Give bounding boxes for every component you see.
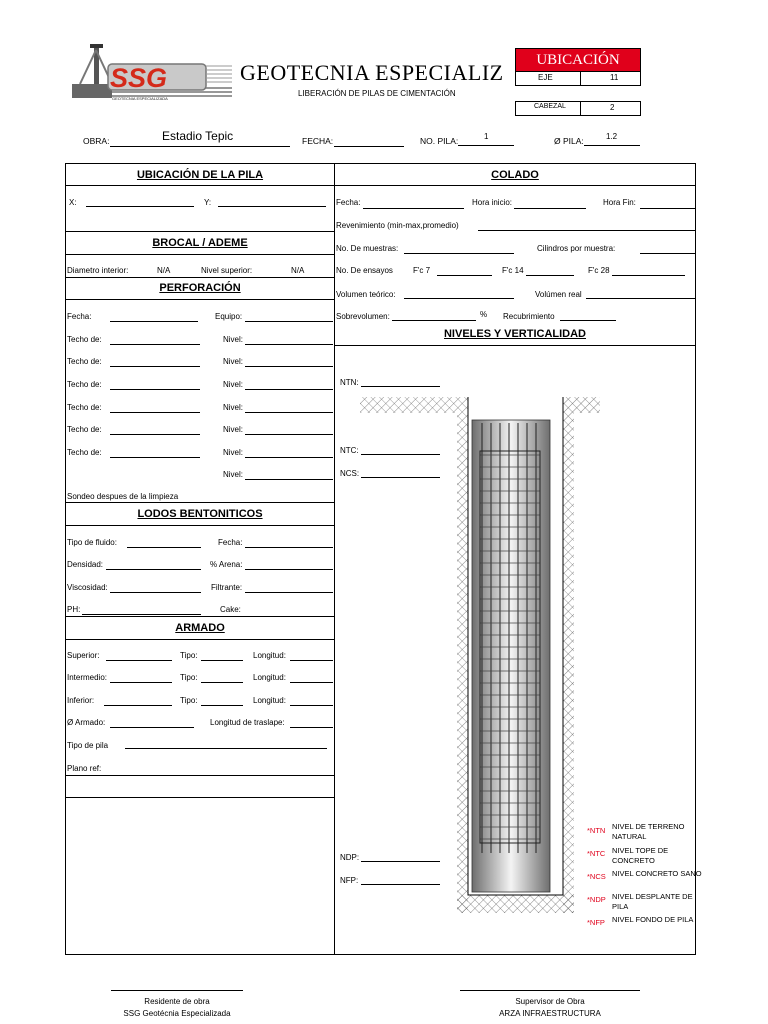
- techo-field[interactable]: [110, 389, 200, 390]
- vol-real-field[interactable]: [586, 298, 695, 299]
- nivel-field[interactable]: [245, 434, 333, 435]
- tipo-pila-label: Tipo de pila: [67, 741, 109, 750]
- superior-field[interactable]: [106, 660, 172, 661]
- lodos-title: LODOS BENTONITICOS: [137, 508, 263, 520]
- nivel-field[interactable]: [245, 389, 333, 390]
- densidad-field[interactable]: [106, 569, 201, 570]
- nivel-field[interactable]: [245, 366, 333, 367]
- plano-ref-label: Plano ref:: [67, 764, 102, 773]
- legend-text-nfp: NIVEL FONDO DE PILA: [612, 915, 694, 924]
- eje-value: 11: [610, 73, 619, 82]
- lodos-fecha-label: Fecha:: [218, 538, 243, 547]
- sobrevolumen-label: Sobrevolumen:: [336, 312, 390, 321]
- intermedio-tipo-label: Tipo:: [180, 673, 198, 682]
- techo-field[interactable]: [110, 366, 200, 367]
- intermedio-label: Intermedio:: [67, 673, 108, 682]
- techo-field[interactable]: [110, 412, 200, 413]
- legend-code-ntn: *NTN: [587, 826, 606, 835]
- signature-line-right[interactable]: [460, 990, 640, 991]
- signature-line-left[interactable]: [111, 990, 243, 991]
- obra-label: OBRA:: [83, 136, 110, 146]
- hora-fin-label: Hora Fin:: [603, 198, 636, 207]
- equipo-label: Equipo:: [215, 312, 243, 321]
- ndp-label: NDP:: [340, 853, 360, 862]
- colado-fecha-label: Fecha:: [336, 198, 361, 207]
- diametro-value: N/A: [157, 266, 171, 275]
- fc28-field[interactable]: [612, 275, 685, 276]
- vol-teorico-label: Volumen teórico:: [336, 290, 396, 299]
- logo-subtext: GEOTECNIA ESPECIALIZADA: [112, 96, 168, 101]
- perforacion-fecha-field[interactable]: [110, 321, 198, 322]
- x-label: X:: [69, 198, 77, 207]
- recubrimiento-label: Recubrimiento: [503, 312, 555, 321]
- diametro-label: Diametro interior:: [67, 266, 129, 275]
- arena-label: % Arena:: [210, 560, 243, 569]
- inferior-field[interactable]: [104, 705, 172, 706]
- equipo-field[interactable]: [245, 321, 333, 322]
- cake-label: Cake:: [220, 605, 241, 614]
- ubicacion-title: UBICACIÓN: [515, 48, 641, 72]
- nivel-superior-label: Nivel superior:: [201, 266, 253, 275]
- fecha-field[interactable]: [334, 146, 404, 147]
- intermedio-longitud-field[interactable]: [290, 682, 333, 683]
- document-subtitle: LIBERACIÓN DE PILAS DE CIMENTACIÓN: [298, 89, 456, 98]
- y-label: Y:: [204, 198, 212, 207]
- techo-field[interactable]: [110, 434, 200, 435]
- hora-fin-field[interactable]: [640, 208, 695, 209]
- viscosidad-field[interactable]: [110, 592, 201, 593]
- percent-sign: %: [480, 310, 488, 319]
- armado-title: ARMADO: [175, 622, 225, 634]
- ensayos-label: No. De ensayos: [336, 266, 393, 275]
- legend-text-ntc: NIVEL TOPE DE CONCRETO: [612, 846, 669, 865]
- legend-text-ncs: NIVEL CONCRETO SANO: [612, 869, 702, 878]
- diam-armado-label: Ø Armado:: [67, 718, 106, 727]
- fc14-field[interactable]: [526, 275, 574, 276]
- cabezal-box: [515, 101, 641, 116]
- hora-inicio-field[interactable]: [514, 208, 586, 209]
- nfp-label: NFP:: [340, 876, 359, 885]
- perforacion-title: PERFORACIÓN: [159, 282, 241, 294]
- vol-teorico-field[interactable]: [404, 298, 514, 299]
- viscosidad-label: Viscosidad:: [67, 583, 108, 592]
- colado-title: COLADO: [491, 169, 539, 181]
- revenimiento-field[interactable]: [478, 230, 695, 231]
- cilindros-field[interactable]: [640, 253, 695, 254]
- company-logo: [72, 44, 232, 102]
- legend-code-ntc: *NTC: [587, 849, 606, 858]
- recubrimiento-field[interactable]: [560, 320, 616, 321]
- perforacion-fecha-label: Fecha:: [67, 312, 92, 321]
- brocal-title: BROCAL / ADEME: [152, 237, 248, 249]
- colado-fecha-field[interactable]: [363, 208, 464, 209]
- niveles-title: NIVELES Y VERTICALIDAD: [443, 328, 586, 340]
- ph-label: PH:: [67, 605, 81, 614]
- inferior-tipo-field[interactable]: [201, 705, 243, 706]
- diam-pila-field[interactable]: [584, 131, 640, 146]
- lodos-fecha-field[interactable]: [245, 547, 333, 548]
- tipo-fluido-label: Tipo de fluido:: [67, 538, 117, 547]
- x-field[interactable]: [86, 206, 194, 207]
- nivel-field[interactable]: [245, 457, 333, 458]
- arena-field[interactable]: [245, 569, 333, 570]
- diam-pila-label: Ø PILA:: [554, 136, 584, 146]
- obra-field[interactable]: [110, 129, 290, 147]
- company-title: GEOTECNIA ESPECIALIZ: [240, 60, 504, 85]
- ubicacion-pila-title: UBICACIÓN DE LA PILA: [136, 169, 264, 181]
- cabezal-value: 2: [610, 103, 615, 112]
- diam-armado-field[interactable]: [110, 727, 194, 728]
- fc28-label: F'c 28: [588, 266, 610, 275]
- vol-real-label: Volúmen real: [535, 290, 582, 299]
- hora-inicio-label: Hora inicio:: [472, 198, 513, 207]
- signature-left-title: Residente de obra: [144, 997, 210, 1006]
- nivel-field[interactable]: [245, 344, 333, 345]
- signature-right-company: ARZA INFRAESTRUCTURA: [499, 1009, 601, 1018]
- tipo-fluido-field[interactable]: [127, 547, 201, 548]
- densidad-label: Densidad:: [67, 560, 104, 569]
- eje-label: EJE: [538, 73, 553, 82]
- no-pila-label: NO. PILA:: [420, 136, 459, 146]
- inferior-longitud-label: Longitud:: [253, 696, 286, 705]
- superior-longitud-field[interactable]: [290, 660, 333, 661]
- sobrevolumen-field[interactable]: [392, 320, 476, 321]
- techo-field[interactable]: [110, 344, 200, 345]
- muestras-label: No. De muestras:: [336, 244, 399, 253]
- legend-text-ntn: NIVEL DE TERRENO NATURAL: [612, 822, 685, 841]
- legend-code-nfp: *NFP: [587, 918, 605, 927]
- intermedio-longitud-label: Longitud:: [253, 673, 286, 682]
- ntc-label: NTC:: [340, 446, 359, 455]
- cilindros-label: Cilindros por muestra:: [537, 244, 616, 253]
- intermedio-tipo-field[interactable]: [201, 682, 243, 683]
- y-field[interactable]: [218, 206, 326, 207]
- legend-code-ndp: *NDP: [587, 895, 606, 904]
- nivel-superior-value: N/A: [291, 266, 305, 275]
- no-pila-field[interactable]: [458, 131, 514, 146]
- legend-text-ndp: NIVEL DESPLANTE DE PILA: [612, 892, 693, 911]
- legend-code-ncs: *NCS: [587, 872, 606, 881]
- ntn-label: NTN:: [340, 378, 359, 387]
- traslape-label: Longitud de traslape:: [210, 718, 285, 727]
- ph-field[interactable]: [82, 614, 201, 615]
- filtrante-field[interactable]: [245, 592, 333, 593]
- diam-pila-value: 1.2: [606, 132, 618, 141]
- inferior-label: Inferior:: [67, 696, 95, 705]
- intermedio-field[interactable]: [110, 682, 172, 683]
- signature-right-title: Supervisor de Obra: [515, 997, 585, 1006]
- superior-tipo-label: Tipo:: [180, 651, 198, 660]
- obra-value: Estadio Tepic: [162, 129, 234, 143]
- techo-field[interactable]: [110, 457, 200, 458]
- pile-diagram: [360, 395, 600, 915]
- signature-left-company: SSG Geotécnia Especializada: [123, 1009, 231, 1018]
- filtrante-label: Filtrante:: [211, 583, 243, 592]
- traslape-field[interactable]: [290, 727, 333, 728]
- superior-longitud-label: Longitud:: [253, 651, 286, 660]
- inferior-tipo-label: Tipo:: [180, 696, 198, 705]
- tipo-pila-field[interactable]: [125, 748, 327, 749]
- fecha-label: FECHA:: [302, 136, 334, 146]
- ubicacion-box: [515, 48, 641, 88]
- inferior-longitud-field[interactable]: [290, 705, 333, 706]
- fc7-label: F'c 7: [413, 266, 431, 275]
- fc7-field[interactable]: [437, 275, 492, 276]
- cabezal-label: CABEZAL: [534, 103, 566, 110]
- sondeo-label: Sondeo despues de la limpieza: [67, 492, 179, 501]
- superior-tipo-field[interactable]: [201, 660, 243, 661]
- logo-text: SSG: [110, 63, 168, 93]
- no-pila-value: 1: [484, 132, 489, 141]
- nivel-field[interactable]: [245, 412, 333, 413]
- nivel-field[interactable]: [245, 479, 333, 480]
- muestras-field[interactable]: [404, 253, 514, 254]
- revenimiento-label: Revenimiento (min-max,promedio): [336, 221, 459, 230]
- ncs-label: NCS:: [340, 469, 360, 478]
- superior-label: Superior:: [67, 651, 100, 660]
- center-divider: [334, 163, 335, 955]
- ntn-field[interactable]: [361, 386, 440, 387]
- fc14-label: F'c 14: [502, 266, 524, 275]
